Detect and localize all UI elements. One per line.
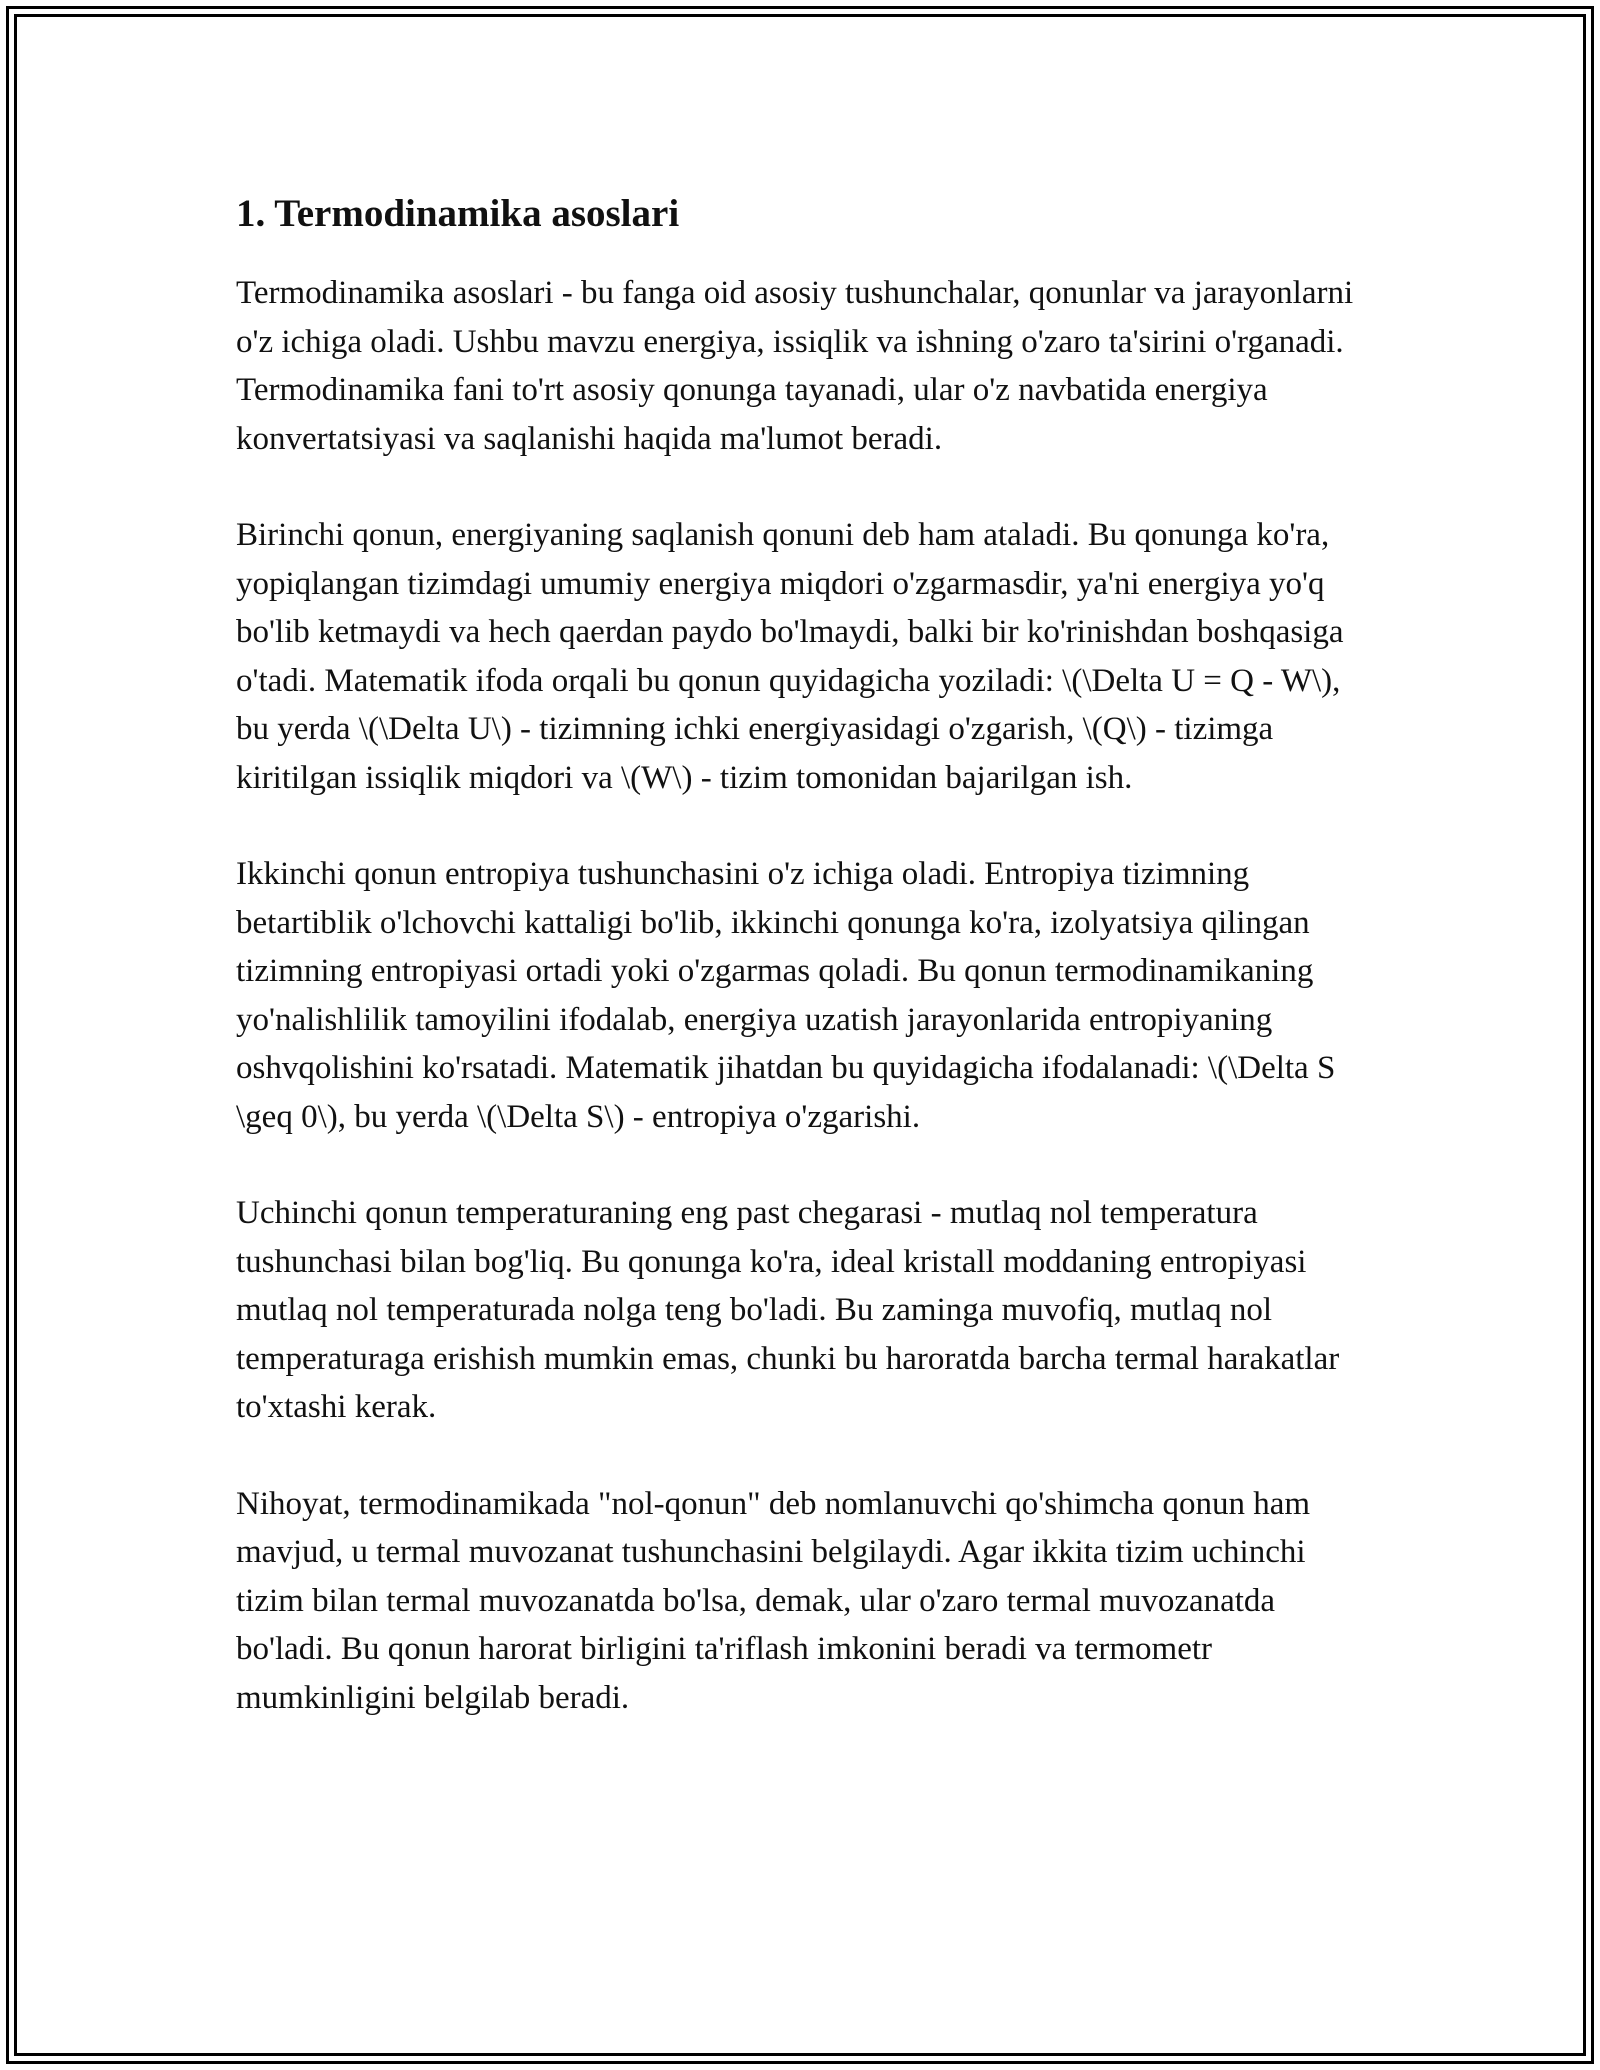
paragraph-third-law: Uchinchi qonun temperaturaning eng past chegarasi - mutlaq nol temperatura tushunchasi bilan bog'liq. Bu qonunga ko'ra, ideal kristall moddaning entropiyasi mutlaq nol temperaturada nolga teng bo'ladi. Bu zaminga muvofiq, mutlaq nol temperaturaga erishish mumkin emas, chunki bu haroratda barcha termal harakatlar to'xtashi kerak. bbox=[236, 1195, 1340, 1425]
paragraph-zeroth-law: Nihoyat, termodinamikada "nol-qonun" deb nomlanuvchi qo'shimcha qonun ham mavjud, u termal muvozanat tushunchasini belgilaydi. Agar ikkita tizim uchinchi tizim bilan termal muvozanatda bo'lsa, demak, ular o'zaro termal muvozanatda bo'ladi. Bu qonun harorat birligini ta'riflash imkonini beradi va termometr mumkinligini belgilab beradi. bbox=[236, 1485, 1311, 1716]
document-body bbox=[236, 186, 1366, 1770]
section-title: 1. Termodinamika asoslari bbox=[236, 192, 680, 235]
paragraph-introduction: Termodinamika asoslari - bu fanga oid asosiy tushunchalar, qonunlar va jarayonlarni o'z ichiga oladi. Ushbu mavzu energiya, issiqlik va ishning o'zaro ta'sirini o'rganadi. Termodinamika fani to'rt asosiy qonunga tayanadi, ular o'z navbatida energiya konvertatsiyasi va saqlanishi haqida ma'lumot beradi. bbox=[236, 275, 1354, 457]
paragraph-first-law: Birinchi qonun, energiyaning saqlanish qonuni deb ham ataladi. Bu qonunga ko'ra, yopiqlangan tizimdagi umumiy energiya miqdori o'zgarmasdir, ya'ni energiya yo'q bo'lib ketmaydi va hech qaerdan paydo bo'lmaydi, balki bir ko'rinishdan boshqasiga o'tadi. Matematik ifoda orqali bu qonun quyidagicha yoziladi: \(\Delta U = Q - W\), bu yerda \(\Delta U\) - tizimning ichki energiyasidagi o'zgarish, \(Q\) - tizimga kiritilgan issiqlik miqdori va \(W\) - tizim tomonidan bajarilgan ish. bbox=[236, 517, 1344, 796]
paragraph-second-law: Ikkinchi qonun entropiya tushunchasini o'z ichiga oladi. Entropiya tizimning betartiblik o'lchovchi kattaligi bo'lib, ikkinchi qonunga ko'ra, izolyatsiya qilingan tizimning entropiyasi ortadi yoki o'zgarmas qoladi. Bu qonun termodinamikaning yo'nalishlilik tamoyilini ifodalab, energiya uzatish jarayonlarida entropiyaning oshvqolishini ko'rsatadi. Matematik jihatdan bu quyidagicha ifodalanadi: \(\Delta S \geq 0\), bu yerda \(\Delta S\) - entropiya o'zgarishi. bbox=[236, 856, 1336, 1135]
